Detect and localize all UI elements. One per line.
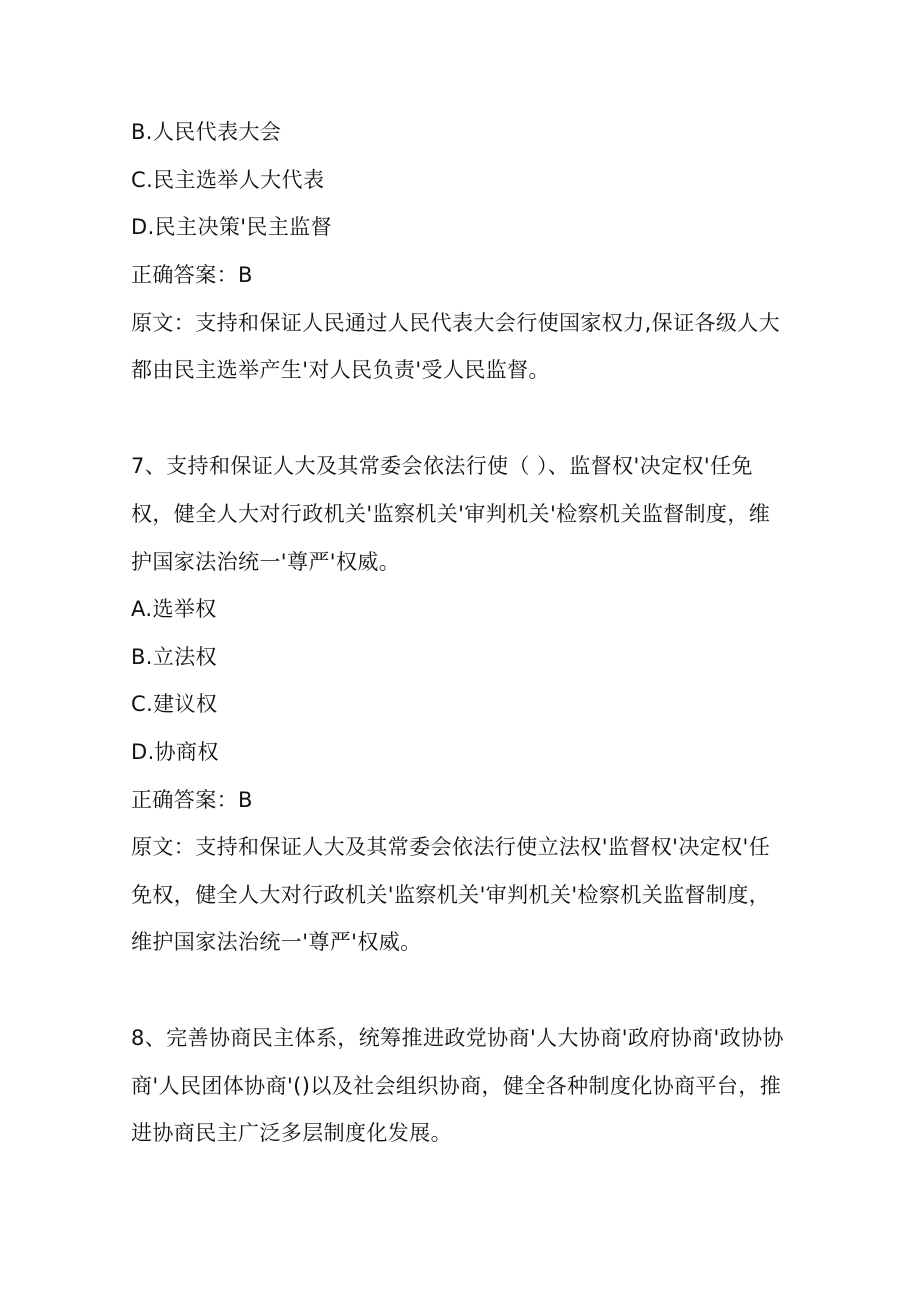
q7-source-line-3: 维护国家法治统一'尊严'权威。 xyxy=(131,930,422,954)
q7-question-line-3: 护国家法治统一'尊严'权威。 xyxy=(131,550,401,574)
q7-option-d: D.协商权 xyxy=(131,740,219,764)
q7-option-a: A.选举权 xyxy=(131,597,217,621)
q7-source-line-1: 原文：支持和保证人大及其常委会依法行使立法权'监督权'决定权'任 xyxy=(131,835,771,859)
q6-option-d: D.民主决策'民主监督 xyxy=(131,215,333,239)
q6-option-b: B.人民代表大会 xyxy=(131,120,282,144)
q6-option-c: C.民主选举人大代表 xyxy=(131,168,325,192)
q6-source-line-1: 原文：支持和保证人民通过人民代表大会行使国家权力,保证各级人大 xyxy=(131,311,781,335)
q6-source-line-2: 都由民主选举产生'对人民负责'受人民监督。 xyxy=(131,358,550,382)
q8-question-line-1: 8、完善协商民主体系，统筹推进政党协商'人大协商'政府协商'政协协 xyxy=(131,1026,784,1050)
q8-question-line-2: 商'人民团体协商'()以及社会组织协商，健全各种制度化协商平台，推 xyxy=(131,1074,782,1098)
q7-option-c: C.建议权 xyxy=(131,692,218,716)
q7-answer: 正确答案：B xyxy=(131,788,253,812)
q7-source-line-2: 免权，健全人大对行政机关'监察机关'审判机关'检察机关监督制度， xyxy=(131,883,771,907)
q7-question-line-2: 权，健全人大对行政机关'监察机关'审判机关'检察机关监督制度，维 xyxy=(131,502,771,526)
q8-question-line-3: 进协商民主广泛多层制度化发展。 xyxy=(131,1121,452,1145)
q7-option-b: B.立法权 xyxy=(131,645,218,669)
q6-answer: 正确答案：B xyxy=(131,263,253,287)
q7-question-line-1: 7、支持和保证人大及其常委会依法行使（ ）、监督权'决定权'任免 xyxy=(131,454,753,478)
